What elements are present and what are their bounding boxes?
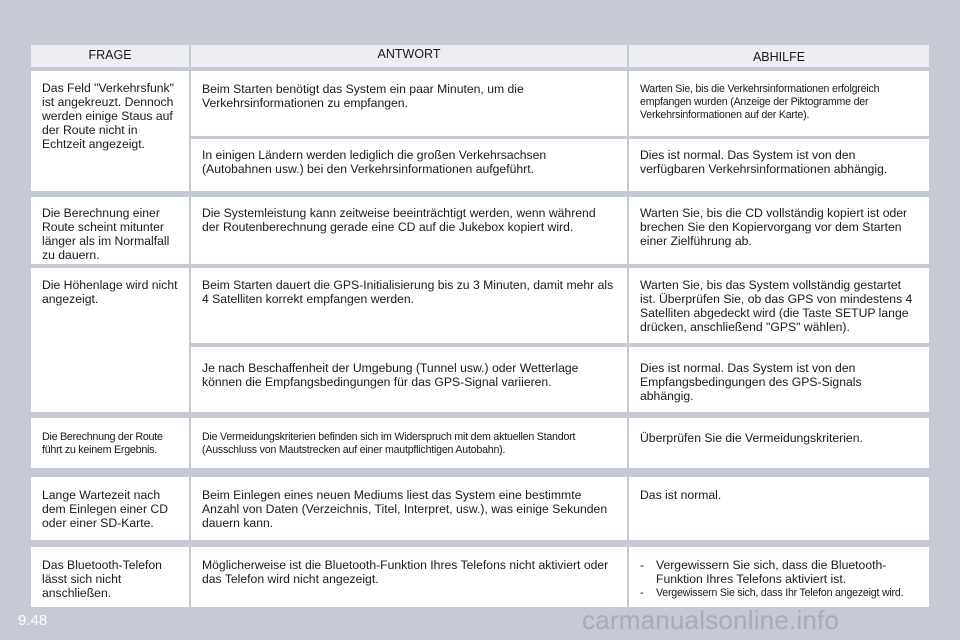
answer-cell: Beim Starten benötigt das System ein paar Minuten, um die Verkehrsinformationen zu empfangen. (191, 71, 627, 136)
remedy-cell (629, 547, 929, 607)
question-cell: Die Berechnung einer Route scheint mitunter länger als im Normalfall zu dauern. (31, 197, 189, 264)
page-number: 9.48 (18, 612, 48, 629)
answer-cell: Je nach Beschaffenheit der Umgebung (Tunnel usw.) oder Wetterlage können die Empfangsbedingungen für das GPS-Signal variieren. (191, 347, 627, 412)
question-cell: Das Bluetooth-Telefon lässt sich nicht anschließen. (31, 547, 189, 607)
remedy-cell: Warten Sie, bis das System vollständig gestartet ist. Überprüfen Sie, ob das GPS von mindestens 4 Satelliten abgedeckt wird (die Taste SETUP lange drücken, anschließend "GPS" wählen). (629, 268, 929, 343)
remedy-bullet (640, 558, 918, 586)
bullet-dash: - (640, 558, 645, 572)
header-antwort: ANTWORT (191, 45, 627, 67)
watermark: carmanualsonline.info (582, 605, 840, 635)
question-cell: Das Feld "Verkehrsfunk" ist angekreuzt. Dennoch werden einige Staus auf der Route nicht in Echtzeit angezeigt. (31, 71, 189, 191)
remedy-cell: Das ist normal. (629, 477, 929, 540)
question-cell: Lange Wartezeit nach dem Einlegen einer CD oder einer SD-Karte. (31, 477, 189, 540)
remedy-cell: Warten Sie, bis die Verkehrsinformationen erfolgreich empfangen wurden (Anzeige der Piktogramme der Verkehrsinformationen auf der Karte). (629, 71, 929, 136)
remedy-cell: Dies ist normal. Das System ist von den Empfangsbedingungen des GPS-Signals abhängig. (629, 347, 929, 412)
remedy-bullet-text: Vergewissern Sie sich, dass Ihr Telefon angezeigt wird. (656, 587, 904, 599)
answer-cell: Beim Einlegen eines neuen Mediums liest das System eine bestimmte Anzahl von Daten (Verzeichnis, Titel, Interpret, usw.), was einige Sekunden dauern kann. (191, 477, 627, 540)
remedy-bullet (640, 587, 918, 600)
question-cell: Die Höhenlage wird nicht angezeigt. (31, 268, 189, 412)
bullet-dash: - (640, 587, 644, 599)
answer-cell: Die Systemleistung kann zeitweise beeinträchtigt werden, wenn während der Routenberechnung gerade eine CD auf die Jukebox kopiert wird. (191, 197, 627, 264)
remedy-bullet-text: Vergewissern Sie sich, dass die Bluetooth-Funktion Ihres Telefons aktiviert ist. (656, 558, 887, 586)
answer-cell: Die Vermeidungskriterien befinden sich im Widerspruch mit dem aktuellen Standort (Ausschluss von Mautstrecken auf einer mautpflichtigen Autobahn). (191, 418, 627, 468)
header-frage: FRAGE (31, 45, 189, 67)
question-cell: Die Berechnung der Route führt zu keinem Ergebnis. (31, 418, 189, 468)
remedy-cell: Überprüfen Sie die Vermeidungskriterien. (629, 418, 929, 468)
answer-cell: In einigen Ländern werden lediglich die großen Verkehrsachsen (Autobahnen usw.) bei den Verkehrsinformationen aufgeführt. (191, 139, 627, 191)
remedy-cell: Dies ist normal. Das System ist von den verfügbaren Verkehrsinformationen abhängig. (629, 139, 929, 191)
header-abhilfe: ABHILFE (629, 45, 929, 67)
answer-cell: Beim Starten dauert die GPS-Initialisierung bis zu 3 Minuten, damit mehr als 4 Satelliten korrekt empfangen werden. (191, 268, 627, 343)
answer-cell: Möglicherweise ist die Bluetooth-Funktion Ihres Telefons nicht aktiviert oder das Telefon wird nicht angezeigt. (191, 547, 627, 607)
remedy-cell: Warten Sie, bis die CD vollständig kopiert ist oder brechen Sie den Kopiervorgang vor dem Starten einer Zielführung ab. (629, 197, 929, 264)
